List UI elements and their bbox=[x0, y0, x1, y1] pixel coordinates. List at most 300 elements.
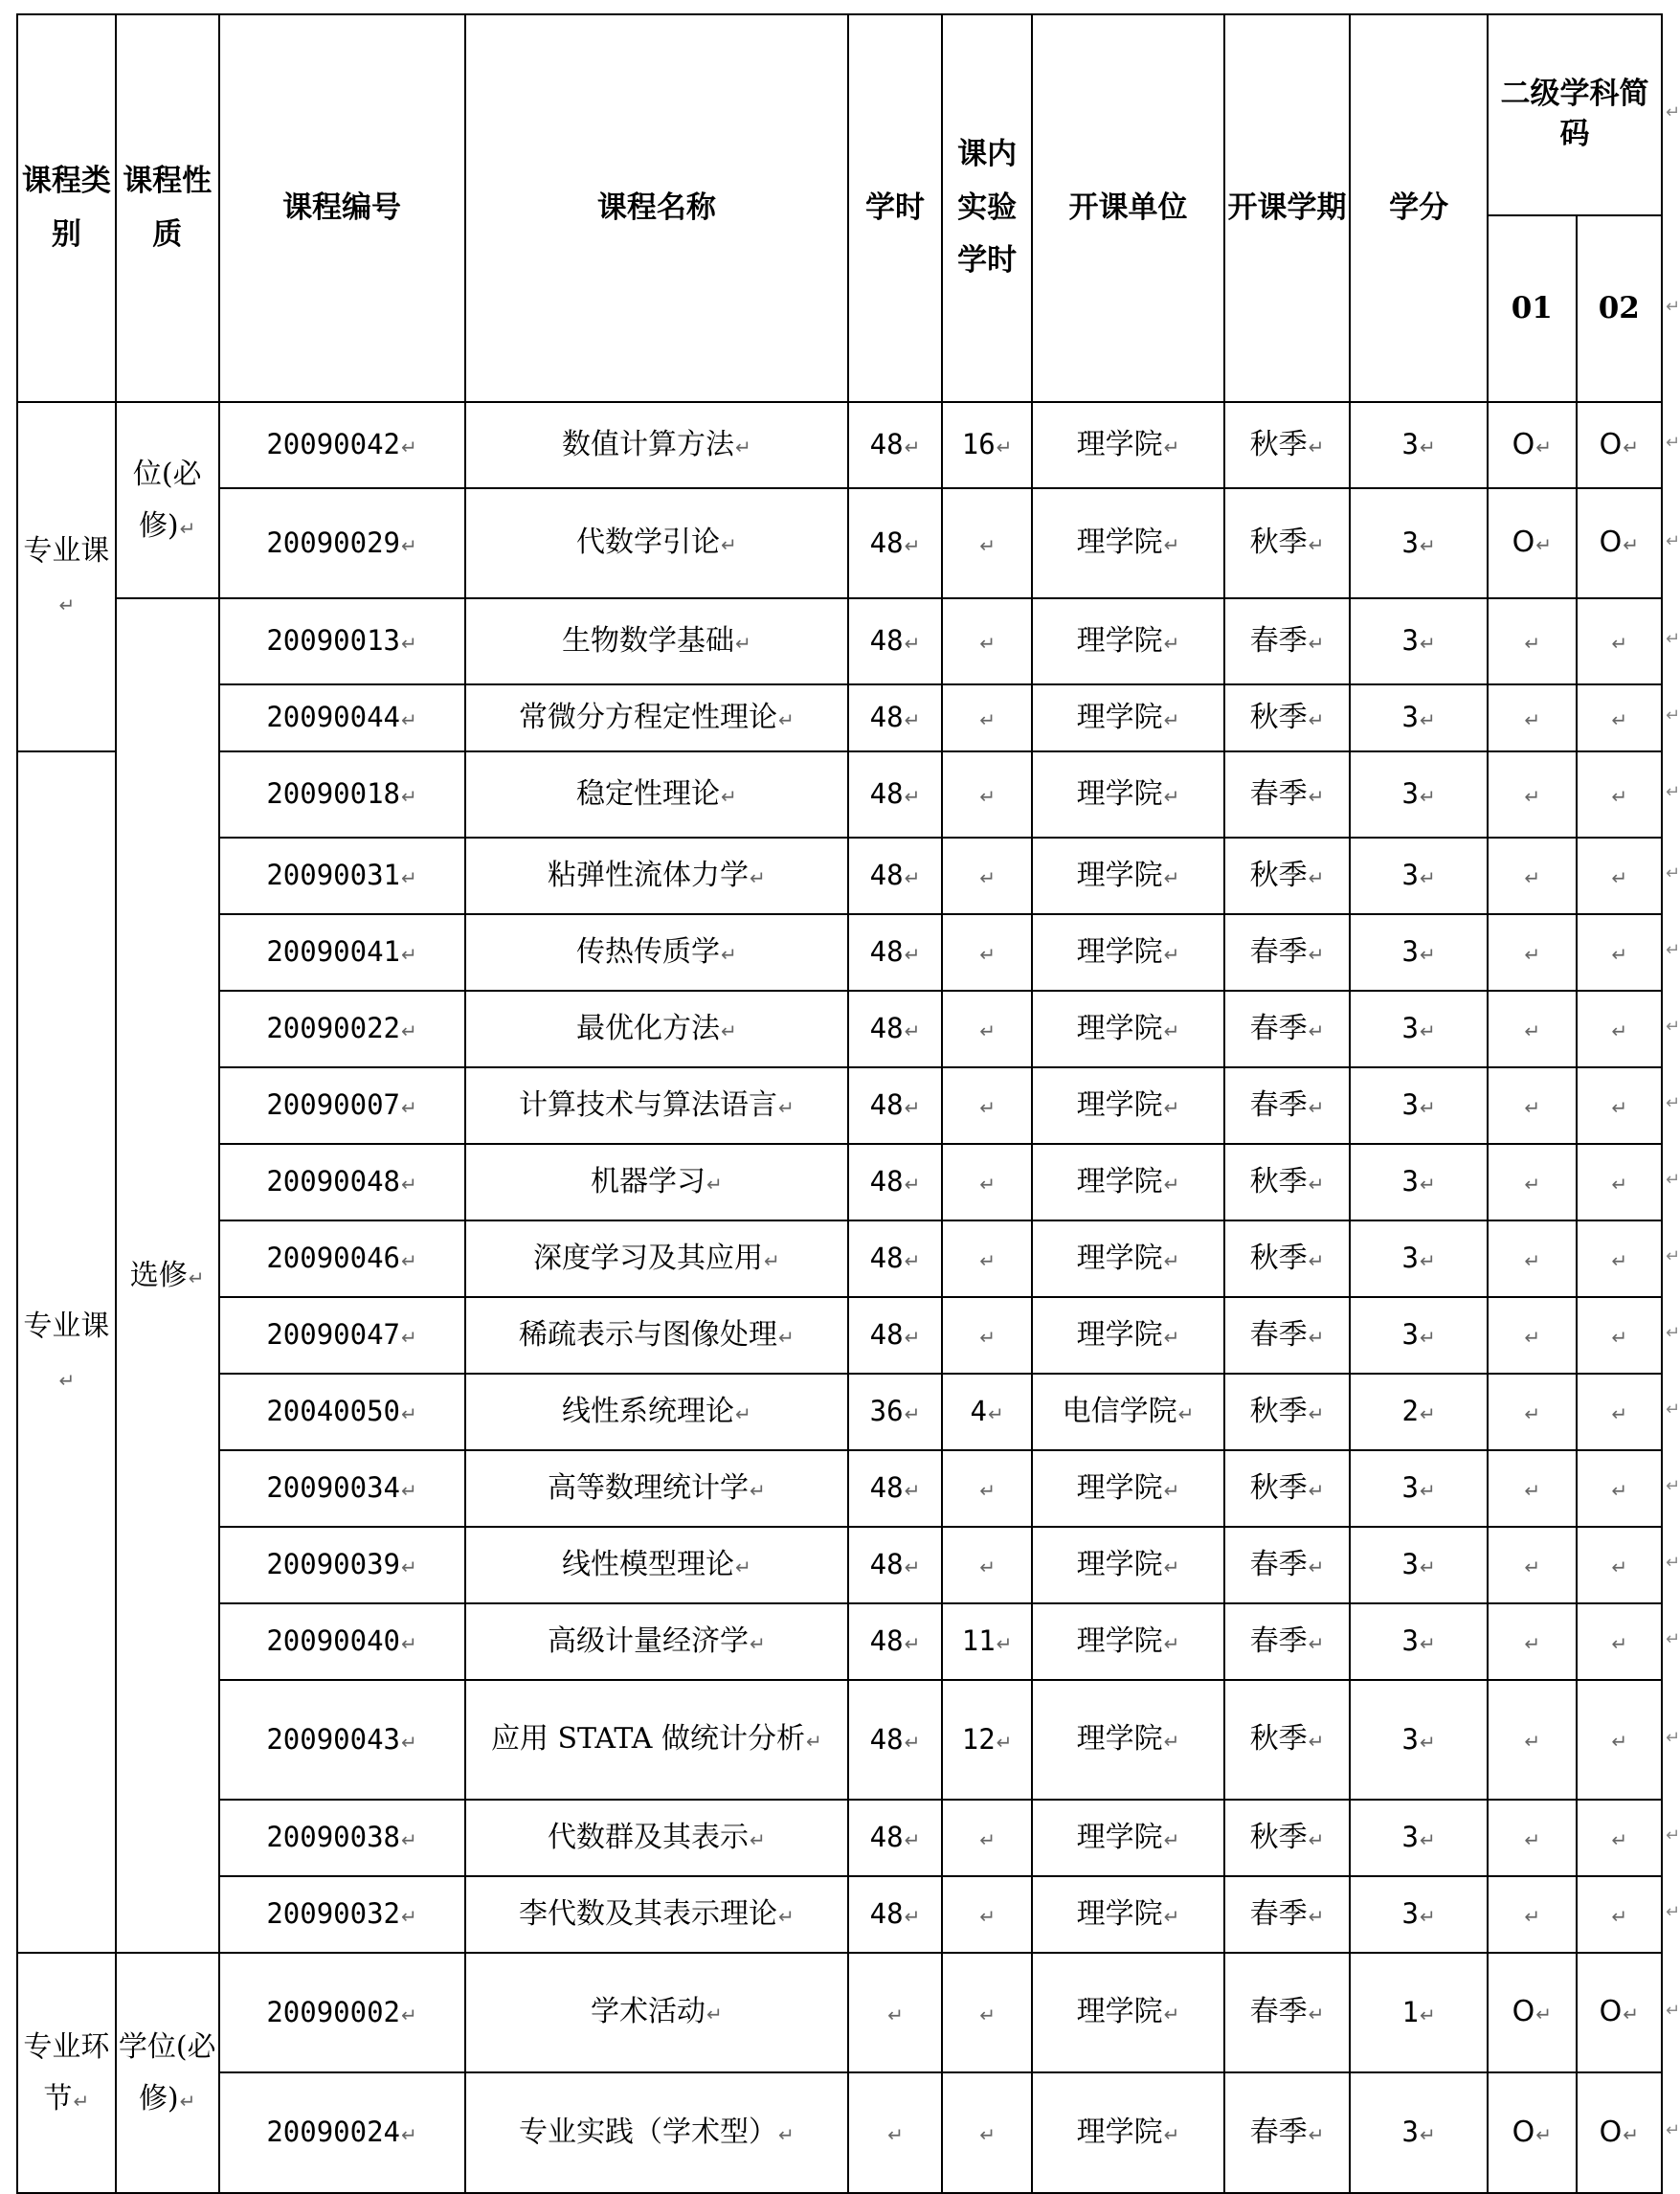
course-credit-text: 3 bbox=[1401, 1897, 1419, 1931]
table-row bbox=[17, 1144, 1662, 1220]
course-code bbox=[219, 1450, 465, 1527]
course-name-text: 线性系统理论 bbox=[561, 1394, 734, 1428]
subject-01-mark bbox=[1488, 914, 1576, 991]
course-hours bbox=[848, 1953, 942, 2072]
course-term bbox=[1224, 488, 1351, 598]
course-credit bbox=[1350, 1067, 1488, 1144]
paragraph-mark-icon: ↵ bbox=[1611, 1478, 1628, 1502]
paragraph-mark-icon: ↵ bbox=[979, 1173, 996, 1197]
row-end-mark-icon: ↵ bbox=[1666, 1093, 1680, 1113]
course-hours-text: 48 bbox=[869, 1548, 904, 1581]
paragraph-mark-icon: ↵ bbox=[1419, 785, 1436, 809]
course-lab-hours bbox=[942, 914, 1033, 991]
course-code bbox=[219, 1603, 465, 1680]
course-code-text: 20090042 bbox=[266, 428, 401, 461]
paragraph-mark-icon: ↵ bbox=[188, 1265, 205, 1289]
course-unit bbox=[1032, 1953, 1223, 2072]
course-code bbox=[219, 598, 465, 684]
course-hours-text: 48 bbox=[869, 1624, 904, 1658]
paragraph-mark-icon: ↵ bbox=[1524, 631, 1541, 655]
course-name bbox=[465, 1603, 849, 1680]
paragraph-mark-icon: ↵ bbox=[979, 785, 996, 809]
course-credit bbox=[1350, 1680, 1488, 1800]
course-credit-text: 3 bbox=[1401, 624, 1419, 658]
course-name-text: 计算技术与算法语言 bbox=[518, 1087, 777, 1122]
subject-02-mark bbox=[1577, 1527, 1662, 1603]
subject-02-mark bbox=[1577, 1220, 1662, 1297]
paragraph-mark-icon: ↵ bbox=[1623, 435, 1639, 459]
course-lab-hours bbox=[942, 1680, 1033, 1800]
subject-02-mark bbox=[1577, 2072, 1662, 2193]
course-table bbox=[16, 13, 1663, 2194]
course-code bbox=[219, 2072, 465, 2193]
paragraph-mark-icon: ↵ bbox=[401, 1096, 417, 1120]
paragraph-mark-icon: ↵ bbox=[979, 866, 996, 890]
paragraph-mark-icon: ↵ bbox=[987, 1402, 1004, 1426]
paragraph-mark-icon: ↵ bbox=[904, 1019, 921, 1043]
course-term-text: 秋季 bbox=[1249, 1470, 1308, 1505]
course-name bbox=[465, 1953, 849, 2072]
paragraph-mark-icon: ↵ bbox=[1524, 1095, 1541, 1119]
course-code bbox=[219, 838, 465, 914]
course-lab-hours bbox=[942, 1876, 1033, 1953]
course-term bbox=[1224, 1876, 1351, 1953]
header-unit: 开课单位 bbox=[1032, 14, 1223, 402]
paragraph-mark-icon: ↵ bbox=[1524, 1019, 1541, 1042]
header-lab-hours: 课内实验学时 bbox=[942, 14, 1033, 402]
course-name bbox=[465, 1144, 849, 1220]
course-hours bbox=[848, 1374, 942, 1450]
subject-01-mark bbox=[1488, 751, 1576, 838]
course-code bbox=[219, 1067, 465, 1144]
header-subject-code: 二级学科简码 bbox=[1488, 14, 1662, 215]
paragraph-mark-icon: ↵ bbox=[806, 1730, 822, 1754]
subject-02-mark bbox=[1577, 488, 1662, 598]
paragraph-mark-icon: ↵ bbox=[179, 516, 196, 540]
course-hours bbox=[848, 402, 942, 488]
subject-02-mark-text: O bbox=[1599, 2115, 1623, 2149]
table-row bbox=[17, 1527, 1662, 1603]
paragraph-mark-icon: ↵ bbox=[1308, 784, 1325, 808]
course-credit bbox=[1350, 598, 1488, 684]
course-hours bbox=[848, 838, 942, 914]
course-unit-text: 理学院 bbox=[1076, 700, 1163, 734]
paragraph-mark-icon: ↵ bbox=[401, 1249, 417, 1273]
course-term bbox=[1224, 402, 1351, 488]
row-end-mark-icon: ↵ bbox=[1666, 1399, 1680, 1420]
course-name bbox=[465, 1680, 849, 1800]
nature-degree-required-text: 位(必修) bbox=[132, 457, 202, 543]
paragraph-mark-icon: ↵ bbox=[979, 1479, 996, 1503]
subject-01-mark bbox=[1488, 1067, 1576, 1144]
paragraph-mark-icon: ↵ bbox=[749, 1478, 766, 1502]
course-credit-text: 3 bbox=[1401, 1012, 1419, 1045]
course-unit-text: 理学院 bbox=[1076, 934, 1163, 969]
paragraph-mark-icon: ↵ bbox=[720, 784, 737, 808]
course-unit bbox=[1032, 1450, 1223, 1527]
paragraph-mark-icon: ↵ bbox=[979, 708, 996, 732]
course-unit-text: 理学院 bbox=[1076, 1995, 1163, 2029]
subject-02-mark bbox=[1577, 1800, 1662, 1876]
paragraph-mark-icon: ↵ bbox=[1419, 1019, 1436, 1043]
subject-01-mark bbox=[1488, 684, 1576, 751]
course-hours-text: 48 bbox=[869, 1471, 904, 1505]
subject-01-mark-text: O bbox=[1512, 2115, 1535, 2149]
course-term bbox=[1224, 1603, 1351, 1680]
row-end-mark-icon: ↵ bbox=[1666, 1727, 1680, 1748]
paragraph-mark-icon: ↵ bbox=[1163, 2122, 1180, 2146]
paragraph-mark-icon: ↵ bbox=[1611, 1172, 1628, 1196]
course-unit bbox=[1032, 751, 1223, 838]
paragraph-mark-icon: ↵ bbox=[1611, 1325, 1628, 1349]
header-nature: 课程性质 bbox=[116, 14, 219, 402]
course-term-text: 春季 bbox=[1249, 2115, 1308, 2149]
course-unit-text: 理学院 bbox=[1076, 526, 1163, 560]
paragraph-mark-icon: ↵ bbox=[1308, 1095, 1325, 1119]
paragraph-mark-icon: ↵ bbox=[1419, 2123, 1436, 2147]
paragraph-mark-icon: ↵ bbox=[1163, 1095, 1180, 1119]
course-term-text: 秋季 bbox=[1249, 526, 1308, 560]
paragraph-mark-icon: ↵ bbox=[777, 1904, 795, 1928]
table-row bbox=[17, 598, 1662, 684]
course-hours-text: 48 bbox=[869, 1821, 904, 1854]
subject-02-mark bbox=[1577, 1876, 1662, 1953]
course-lab-hours bbox=[942, 488, 1033, 598]
header-term: 开课学期 bbox=[1224, 14, 1351, 402]
course-name bbox=[465, 1220, 849, 1297]
course-hours bbox=[848, 914, 942, 991]
course-hours bbox=[848, 1450, 942, 1527]
nature-degree-required-2 bbox=[116, 1953, 219, 2193]
course-credit-text: 3 bbox=[1401, 859, 1419, 892]
paragraph-mark-icon: ↵ bbox=[720, 533, 737, 557]
row-end-mark-icon: ↵ bbox=[1666, 1246, 1680, 1266]
paragraph-mark-icon: ↵ bbox=[1163, 1248, 1180, 1272]
row-end-mark-icon: ↵ bbox=[1666, 296, 1680, 317]
course-hours-text: 48 bbox=[869, 1012, 904, 1045]
course-credit bbox=[1350, 402, 1488, 488]
course-credit bbox=[1350, 684, 1488, 751]
header-name: 课程名称 bbox=[465, 14, 849, 402]
row-end-mark-icon: ↵ bbox=[1666, 1017, 1680, 1037]
paragraph-mark-icon: ↵ bbox=[1524, 1827, 1541, 1851]
course-code-text: 20090047 bbox=[266, 1318, 401, 1352]
paragraph-mark-icon: ↵ bbox=[1611, 1904, 1628, 1928]
paragraph-mark-icon: ↵ bbox=[1419, 1730, 1436, 1754]
course-hours bbox=[848, 598, 942, 684]
course-name bbox=[465, 2072, 849, 2193]
subject-01-mark bbox=[1488, 1680, 1576, 1800]
paragraph-mark-icon: ↵ bbox=[1308, 942, 1325, 966]
table-row bbox=[17, 1297, 1662, 1374]
paragraph-mark-icon: ↵ bbox=[887, 2123, 904, 2147]
course-hours bbox=[848, 488, 942, 598]
course-lab-hours bbox=[942, 838, 1033, 914]
paragraph-mark-icon: ↵ bbox=[401, 2123, 417, 2147]
paragraph-mark-icon: ↵ bbox=[1308, 631, 1325, 655]
paragraph-mark-icon: ↵ bbox=[1419, 943, 1436, 967]
paragraph-mark-icon: ↵ bbox=[401, 2003, 417, 2026]
paragraph-mark-icon: ↵ bbox=[1163, 942, 1180, 966]
course-hours-text: 48 bbox=[869, 1722, 904, 1756]
course-name bbox=[465, 488, 849, 598]
course-credit bbox=[1350, 991, 1488, 1067]
course-lab-hours bbox=[942, 1603, 1033, 1680]
paragraph-mark-icon: ↵ bbox=[1524, 1730, 1541, 1754]
subject-01-mark bbox=[1488, 1144, 1576, 1220]
course-unit bbox=[1032, 2072, 1223, 2193]
paragraph-mark-icon: ↵ bbox=[1419, 1556, 1436, 1579]
course-unit-text: 理学院 bbox=[1076, 1011, 1163, 1045]
course-term-text: 春季 bbox=[1249, 623, 1308, 658]
course-name bbox=[465, 1527, 849, 1603]
paragraph-mark-icon: ↵ bbox=[1163, 631, 1180, 655]
paragraph-mark-icon: ↵ bbox=[979, 1828, 996, 1852]
subject-01-mark bbox=[1488, 991, 1576, 1067]
paragraph-mark-icon: ↵ bbox=[904, 1632, 921, 1656]
course-unit-text: 理学院 bbox=[1076, 1241, 1163, 1275]
paragraph-mark-icon: ↵ bbox=[904, 1905, 921, 1929]
category-major-course-2 bbox=[17, 751, 116, 1953]
course-unit bbox=[1032, 1603, 1223, 1680]
paragraph-mark-icon: ↵ bbox=[401, 1905, 417, 1929]
paragraph-mark-icon: ↵ bbox=[1308, 533, 1325, 557]
paragraph-mark-icon: ↵ bbox=[777, 1325, 795, 1349]
subject-01-mark bbox=[1488, 402, 1576, 488]
paragraph-mark-icon: ↵ bbox=[1419, 1096, 1436, 1120]
course-lab-hours bbox=[942, 598, 1033, 684]
row-end-mark-icon: ↵ bbox=[1666, 705, 1680, 726]
row-end-mark-icon: ↵ bbox=[1666, 629, 1680, 649]
course-unit bbox=[1032, 1144, 1223, 1220]
paragraph-mark-icon: ↵ bbox=[777, 2122, 795, 2146]
course-hours-text: 48 bbox=[869, 701, 904, 734]
nature-degree-required-2-text: 学位(必修) bbox=[118, 2029, 216, 2116]
course-lab-hours-text: 11 bbox=[961, 1624, 996, 1658]
course-unit-text: 理学院 bbox=[1076, 1820, 1163, 1854]
category-major-course bbox=[17, 402, 116, 751]
paragraph-mark-icon: ↵ bbox=[1524, 1904, 1541, 1928]
paragraph-mark-icon: ↵ bbox=[401, 866, 417, 890]
course-code-text: 20090018 bbox=[266, 777, 401, 811]
subject-02-mark bbox=[1577, 991, 1662, 1067]
course-unit bbox=[1032, 684, 1223, 751]
course-unit-text: 电信学院 bbox=[1062, 1394, 1177, 1428]
course-name-text: 代数学引论 bbox=[575, 526, 720, 560]
paragraph-mark-icon: ↵ bbox=[904, 1326, 921, 1350]
table-row bbox=[17, 488, 1662, 598]
paragraph-mark-icon: ↵ bbox=[904, 1249, 921, 1273]
course-credit bbox=[1350, 1603, 1488, 1680]
course-code-text: 20090029 bbox=[266, 526, 401, 559]
paragraph-mark-icon: ↵ bbox=[904, 866, 921, 890]
paragraph-mark-icon: ↵ bbox=[979, 2123, 996, 2147]
paragraph-mark-icon: ↵ bbox=[1419, 866, 1436, 890]
paragraph-mark-icon: ↵ bbox=[1419, 708, 1436, 732]
paragraph-mark-icon: ↵ bbox=[401, 1828, 417, 1852]
course-hours-text: 48 bbox=[869, 624, 904, 658]
paragraph-mark-icon: ↵ bbox=[1308, 1401, 1325, 1425]
nature-elective-text: 选修 bbox=[129, 1258, 188, 1292]
course-hours bbox=[848, 1144, 942, 1220]
paragraph-mark-icon: ↵ bbox=[979, 1096, 996, 1120]
row-end-mark-icon: ↵ bbox=[1666, 1902, 1680, 1922]
course-hours bbox=[848, 1603, 942, 1680]
paragraph-mark-icon: ↵ bbox=[401, 708, 417, 732]
course-name bbox=[465, 1800, 849, 1876]
course-code-text: 20090046 bbox=[266, 1242, 401, 1275]
course-credit bbox=[1350, 1450, 1488, 1527]
category-major-link-text: 专业环节 bbox=[23, 2029, 110, 2116]
paragraph-mark-icon: ↵ bbox=[979, 1019, 996, 1043]
table-row bbox=[17, 1953, 1662, 2072]
paragraph-mark-icon: ↵ bbox=[1611, 865, 1628, 889]
paragraph-mark-icon: ↵ bbox=[1308, 1478, 1325, 1502]
course-code bbox=[219, 914, 465, 991]
course-unit-text: 理学院 bbox=[1076, 1547, 1163, 1581]
paragraph-mark-icon: ↵ bbox=[1308, 1019, 1325, 1042]
paragraph-mark-icon: ↵ bbox=[904, 533, 921, 557]
course-term bbox=[1224, 1220, 1351, 1297]
course-code bbox=[219, 1876, 465, 1953]
paragraph-mark-icon: ↵ bbox=[720, 1019, 737, 1042]
course-name-text: 应用 STATA 做统计分析 bbox=[490, 1722, 805, 1757]
course-name bbox=[465, 914, 849, 991]
paragraph-mark-icon: ↵ bbox=[401, 533, 417, 557]
paragraph-mark-icon: ↵ bbox=[1163, 1172, 1180, 1196]
subject-01-mark bbox=[1488, 1527, 1576, 1603]
course-term bbox=[1224, 1067, 1351, 1144]
course-name-text: 学术活动 bbox=[590, 1995, 706, 2029]
paragraph-mark-icon: ↵ bbox=[1419, 436, 1436, 459]
course-term-text: 春季 bbox=[1249, 1623, 1308, 1658]
paragraph-mark-icon: ↵ bbox=[1419, 2003, 1436, 2026]
course-term bbox=[1224, 1374, 1351, 1450]
course-code-text: 20090032 bbox=[266, 1897, 401, 1931]
course-code bbox=[219, 1800, 465, 1876]
header-hours: 学时 bbox=[848, 14, 942, 402]
course-credit bbox=[1350, 1876, 1488, 1953]
course-hours bbox=[848, 2072, 942, 2193]
course-name-text: 线性模型理论 bbox=[561, 1547, 734, 1581]
table-row bbox=[17, 991, 1662, 1067]
subject-01-mark bbox=[1488, 2072, 1576, 2193]
course-credit-text: 3 bbox=[1401, 526, 1419, 559]
right-margin-marks bbox=[1666, 0, 1678, 2190]
course-code bbox=[219, 991, 465, 1067]
course-code-text: 20090038 bbox=[266, 1821, 401, 1854]
paragraph-mark-icon: ↵ bbox=[1611, 1827, 1628, 1851]
paragraph-mark-icon: ↵ bbox=[1308, 1555, 1325, 1578]
paragraph-mark-icon: ↵ bbox=[777, 707, 795, 731]
paragraph-mark-icon: ↵ bbox=[1163, 1904, 1180, 1928]
paragraph-mark-icon: ↵ bbox=[1524, 1631, 1541, 1655]
row-end-mark-icon: ↵ bbox=[1666, 1825, 1680, 1846]
course-unit bbox=[1032, 1800, 1223, 1876]
paragraph-mark-icon: ↵ bbox=[1623, 2003, 1639, 2026]
course-lab-hours bbox=[942, 1297, 1033, 1374]
course-term bbox=[1224, 1297, 1351, 1374]
row-end-mark-icon: ↵ bbox=[1666, 2120, 1680, 2140]
table-row bbox=[17, 2072, 1662, 2193]
course-term bbox=[1224, 838, 1351, 914]
course-hours bbox=[848, 1876, 942, 1953]
course-credit-text: 3 bbox=[1401, 777, 1419, 811]
course-credit bbox=[1350, 1297, 1488, 1374]
subject-01-mark bbox=[1488, 1603, 1576, 1680]
header-sub-02: 02 bbox=[1577, 215, 1662, 402]
course-lab-hours bbox=[942, 684, 1033, 751]
paragraph-mark-icon: ↵ bbox=[58, 593, 76, 616]
header-code: 课程编号 bbox=[219, 14, 465, 402]
paragraph-mark-icon: ↵ bbox=[1611, 1555, 1628, 1578]
paragraph-mark-icon: ↵ bbox=[401, 1479, 417, 1503]
table-row bbox=[17, 1374, 1662, 1450]
paragraph-mark-icon: ↵ bbox=[763, 1248, 780, 1272]
course-unit-text: 理学院 bbox=[1076, 2115, 1163, 2149]
table-body bbox=[17, 402, 1662, 2193]
course-name-text: 常微分方程定性理论 bbox=[518, 700, 777, 734]
course-credit bbox=[1350, 1144, 1488, 1220]
paragraph-mark-icon: ↵ bbox=[1163, 707, 1180, 731]
paragraph-mark-icon: ↵ bbox=[1611, 942, 1628, 966]
paragraph-mark-icon: ↵ bbox=[1177, 1401, 1195, 1425]
subject-01-mark bbox=[1488, 1220, 1576, 1297]
subject-01-mark-text: O bbox=[1512, 427, 1535, 461]
course-code-text: 20090022 bbox=[266, 1012, 401, 1045]
paragraph-mark-icon: ↵ bbox=[1308, 865, 1325, 889]
paragraph-mark-icon: ↵ bbox=[401, 785, 417, 809]
course-lab-hours bbox=[942, 1144, 1033, 1220]
subject-02-mark bbox=[1577, 1374, 1662, 1450]
course-code bbox=[219, 1527, 465, 1603]
course-term bbox=[1224, 1680, 1351, 1800]
course-code-text: 20090043 bbox=[266, 1722, 401, 1756]
subject-01-mark bbox=[1488, 598, 1576, 684]
course-term bbox=[1224, 598, 1351, 684]
course-code-text: 20090031 bbox=[266, 859, 401, 892]
course-code-text: 20090041 bbox=[266, 935, 401, 969]
nature-elective bbox=[116, 598, 219, 1953]
course-hours-text: 48 bbox=[869, 1318, 904, 1352]
table-row bbox=[17, 1450, 1662, 1527]
subject-02-mark bbox=[1577, 1680, 1662, 1800]
paragraph-mark-icon: ↵ bbox=[979, 943, 996, 967]
paragraph-mark-icon: ↵ bbox=[401, 632, 417, 656]
course-term-text: 春季 bbox=[1249, 1317, 1308, 1352]
row-end-mark-icon: ↵ bbox=[1666, 1170, 1680, 1190]
course-name-text: 稳定性理论 bbox=[575, 776, 720, 811]
course-credit-text: 2 bbox=[1401, 1395, 1419, 1428]
course-unit bbox=[1032, 1067, 1223, 1144]
table-row bbox=[17, 1603, 1662, 1680]
paragraph-mark-icon: ↵ bbox=[996, 1730, 1013, 1754]
paragraph-mark-icon: ↵ bbox=[1163, 1631, 1180, 1655]
course-term-text: 秋季 bbox=[1249, 1820, 1308, 1854]
table-row bbox=[17, 1067, 1662, 1144]
course-code bbox=[219, 751, 465, 838]
course-term bbox=[1224, 991, 1351, 1067]
paragraph-mark-icon: ↵ bbox=[904, 1556, 921, 1579]
paragraph-mark-icon: ↵ bbox=[979, 1556, 996, 1579]
course-name bbox=[465, 402, 849, 488]
table-row bbox=[17, 838, 1662, 914]
course-term-text: 春季 bbox=[1249, 1011, 1308, 1045]
subject-02-mark bbox=[1577, 1297, 1662, 1374]
course-term-text: 秋季 bbox=[1249, 1394, 1308, 1428]
course-name-text: 稀疏表示与图像处理 bbox=[518, 1317, 777, 1352]
paragraph-mark-icon: ↵ bbox=[904, 436, 921, 459]
